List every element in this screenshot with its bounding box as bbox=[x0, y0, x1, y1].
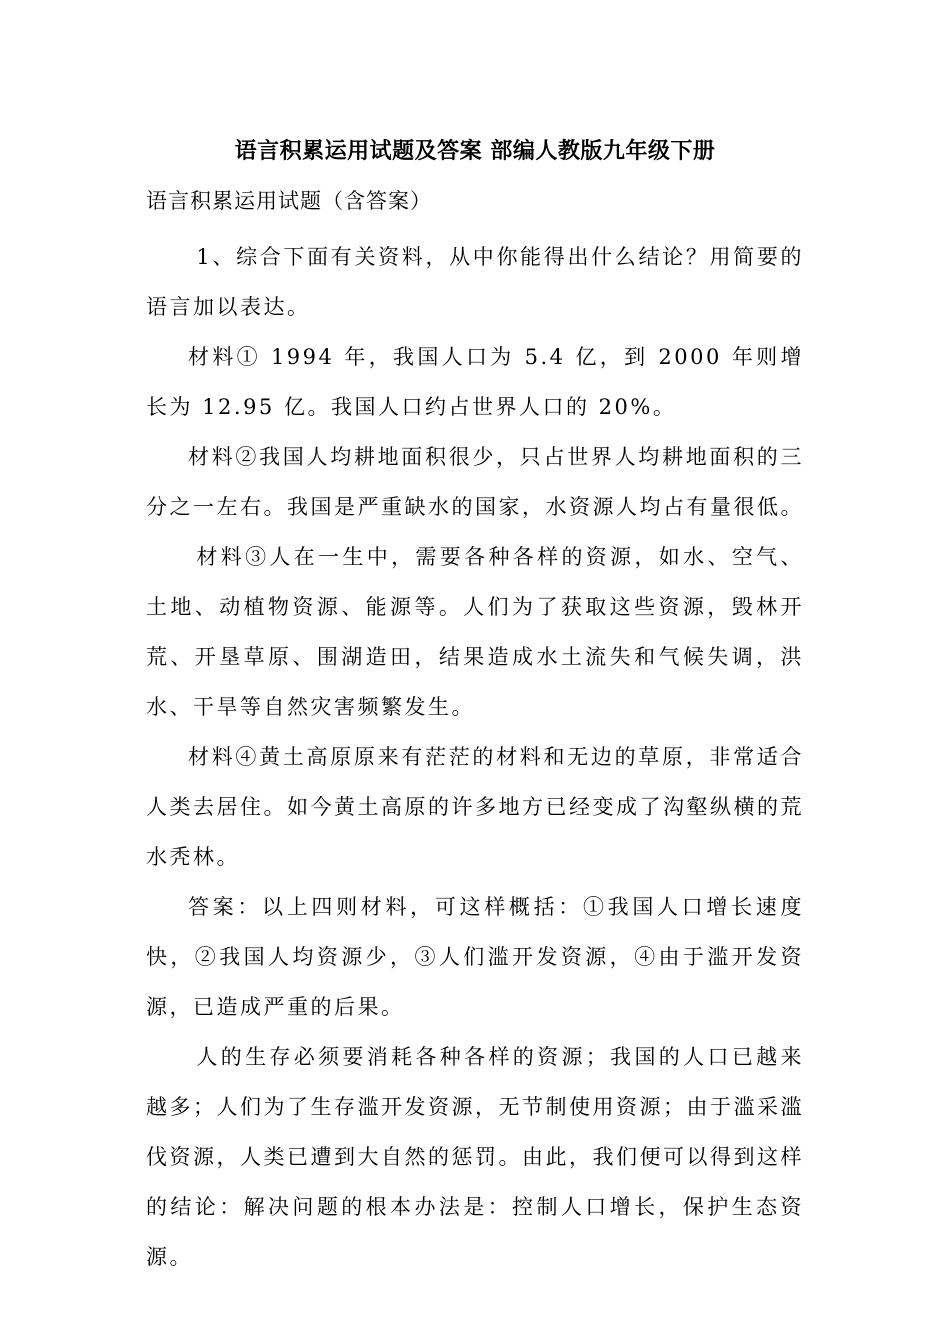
conclusion-paragraph: 人的生存必须要消耗各种各样的资源；我国的人口已越来越多；人们为了生存滥开发资源，无节制使用资源；由于滥采滥伐资源，人类已遭到大自然的惩罚。由此，我们便可以得到这样的结论：解决问题的根本办法是：控制人口增长，保护生态资源。 bbox=[146, 1045, 804, 1269]
document-title: 语言积累运用试题及答案 部编人教版九年级下册 bbox=[234, 139, 716, 164]
document-body bbox=[146, 232, 804, 1282]
material-2-paragraph: 材料②我国人均耕地面积很少，只占世界人均耕地面积的三分之一左右。我国是严重缺水的国家，水资源人均占有量很低。 bbox=[146, 445, 804, 519]
material-3-paragraph: 材料③人在一生中，需要各种各样的资源，如水、空气、土地、动植物资源、能源等。人们为了获取这些资源，毁林开荒、开垦草原、围湖造田，结果造成水土流失和气候失调，洪水、干旱等自然灾害频繁发生。 bbox=[146, 545, 804, 719]
document-subtitle: 语言积累运用试题（含答案） bbox=[146, 189, 432, 213]
material-4-paragraph: 材料④黄土高原原来有茫茫的材料和无边的草原，非常适合人类去居住。如今黄土高原的许多地方已经变成了沟壑纵横的荒水秃林。 bbox=[146, 745, 804, 869]
material-1-paragraph: 材料① 1994 年，我国人口为 5.4 亿，到 2000 年则增长为 12.95 亿。我国人口约占世界人口的 20%。 bbox=[146, 345, 804, 419]
question-paragraph: 1、综合下面有关资料，从中你能得出什么结论？用简要的语言加以表达。 bbox=[146, 245, 804, 319]
answer-paragraph: 答案：以上四则材料，可这样概括：①我国人口增长速度快，②我国人均资源少，③人们滥开发资源，④由于滥开发资源，已造成严重的后果。 bbox=[146, 895, 804, 1019]
